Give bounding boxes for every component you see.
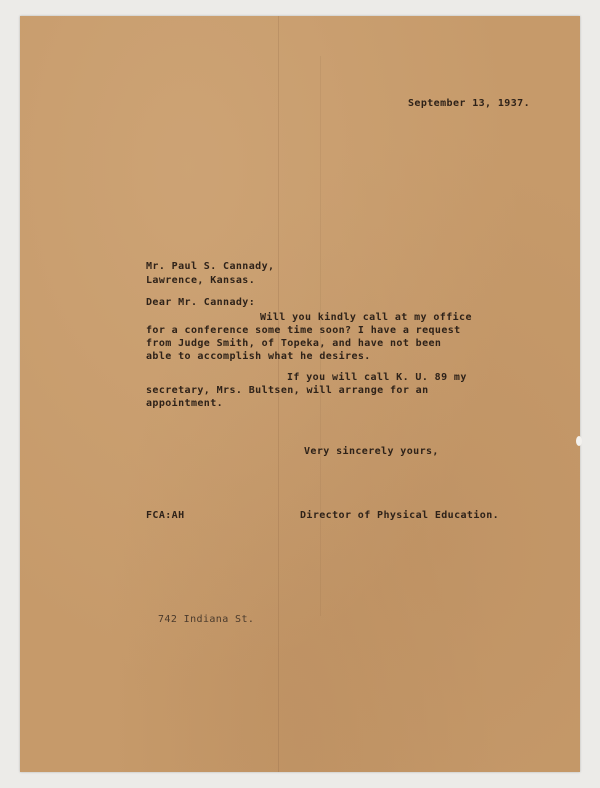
- typist-initials: FCA:AH: [146, 510, 185, 521]
- closing: Very sincerely yours,: [304, 446, 439, 457]
- paragraph1-line: able to accomplish what he desires.: [146, 351, 371, 362]
- paragraph2-line: secretary, Mrs. Bultsen, will arrange for an: [146, 385, 429, 396]
- recipient-name: Mr. Paul S. Cannady,: [146, 261, 275, 272]
- address-note: 742 Indiana St.: [158, 614, 255, 625]
- letter-date: September 13, 1937.: [408, 98, 530, 109]
- paragraph1-line: from Judge Smith, of Topeka, and have not been: [146, 338, 442, 349]
- paragraph1-line: Will you kindly call at my office: [260, 312, 472, 323]
- paper-sheet: [20, 16, 580, 772]
- paper-damage-speck: [576, 436, 582, 446]
- recipient-location: Lawrence, Kansas.: [146, 275, 256, 286]
- paragraph2-line: If you will call K. U. 89 my: [287, 372, 467, 383]
- paragraph2-line: appointment.: [146, 398, 224, 409]
- paragraph1-line: for a conference some time soon? I have a request: [146, 325, 461, 336]
- salutation: Dear Mr. Cannady:: [146, 297, 256, 308]
- signature-title: Director of Physical Education.: [300, 510, 500, 521]
